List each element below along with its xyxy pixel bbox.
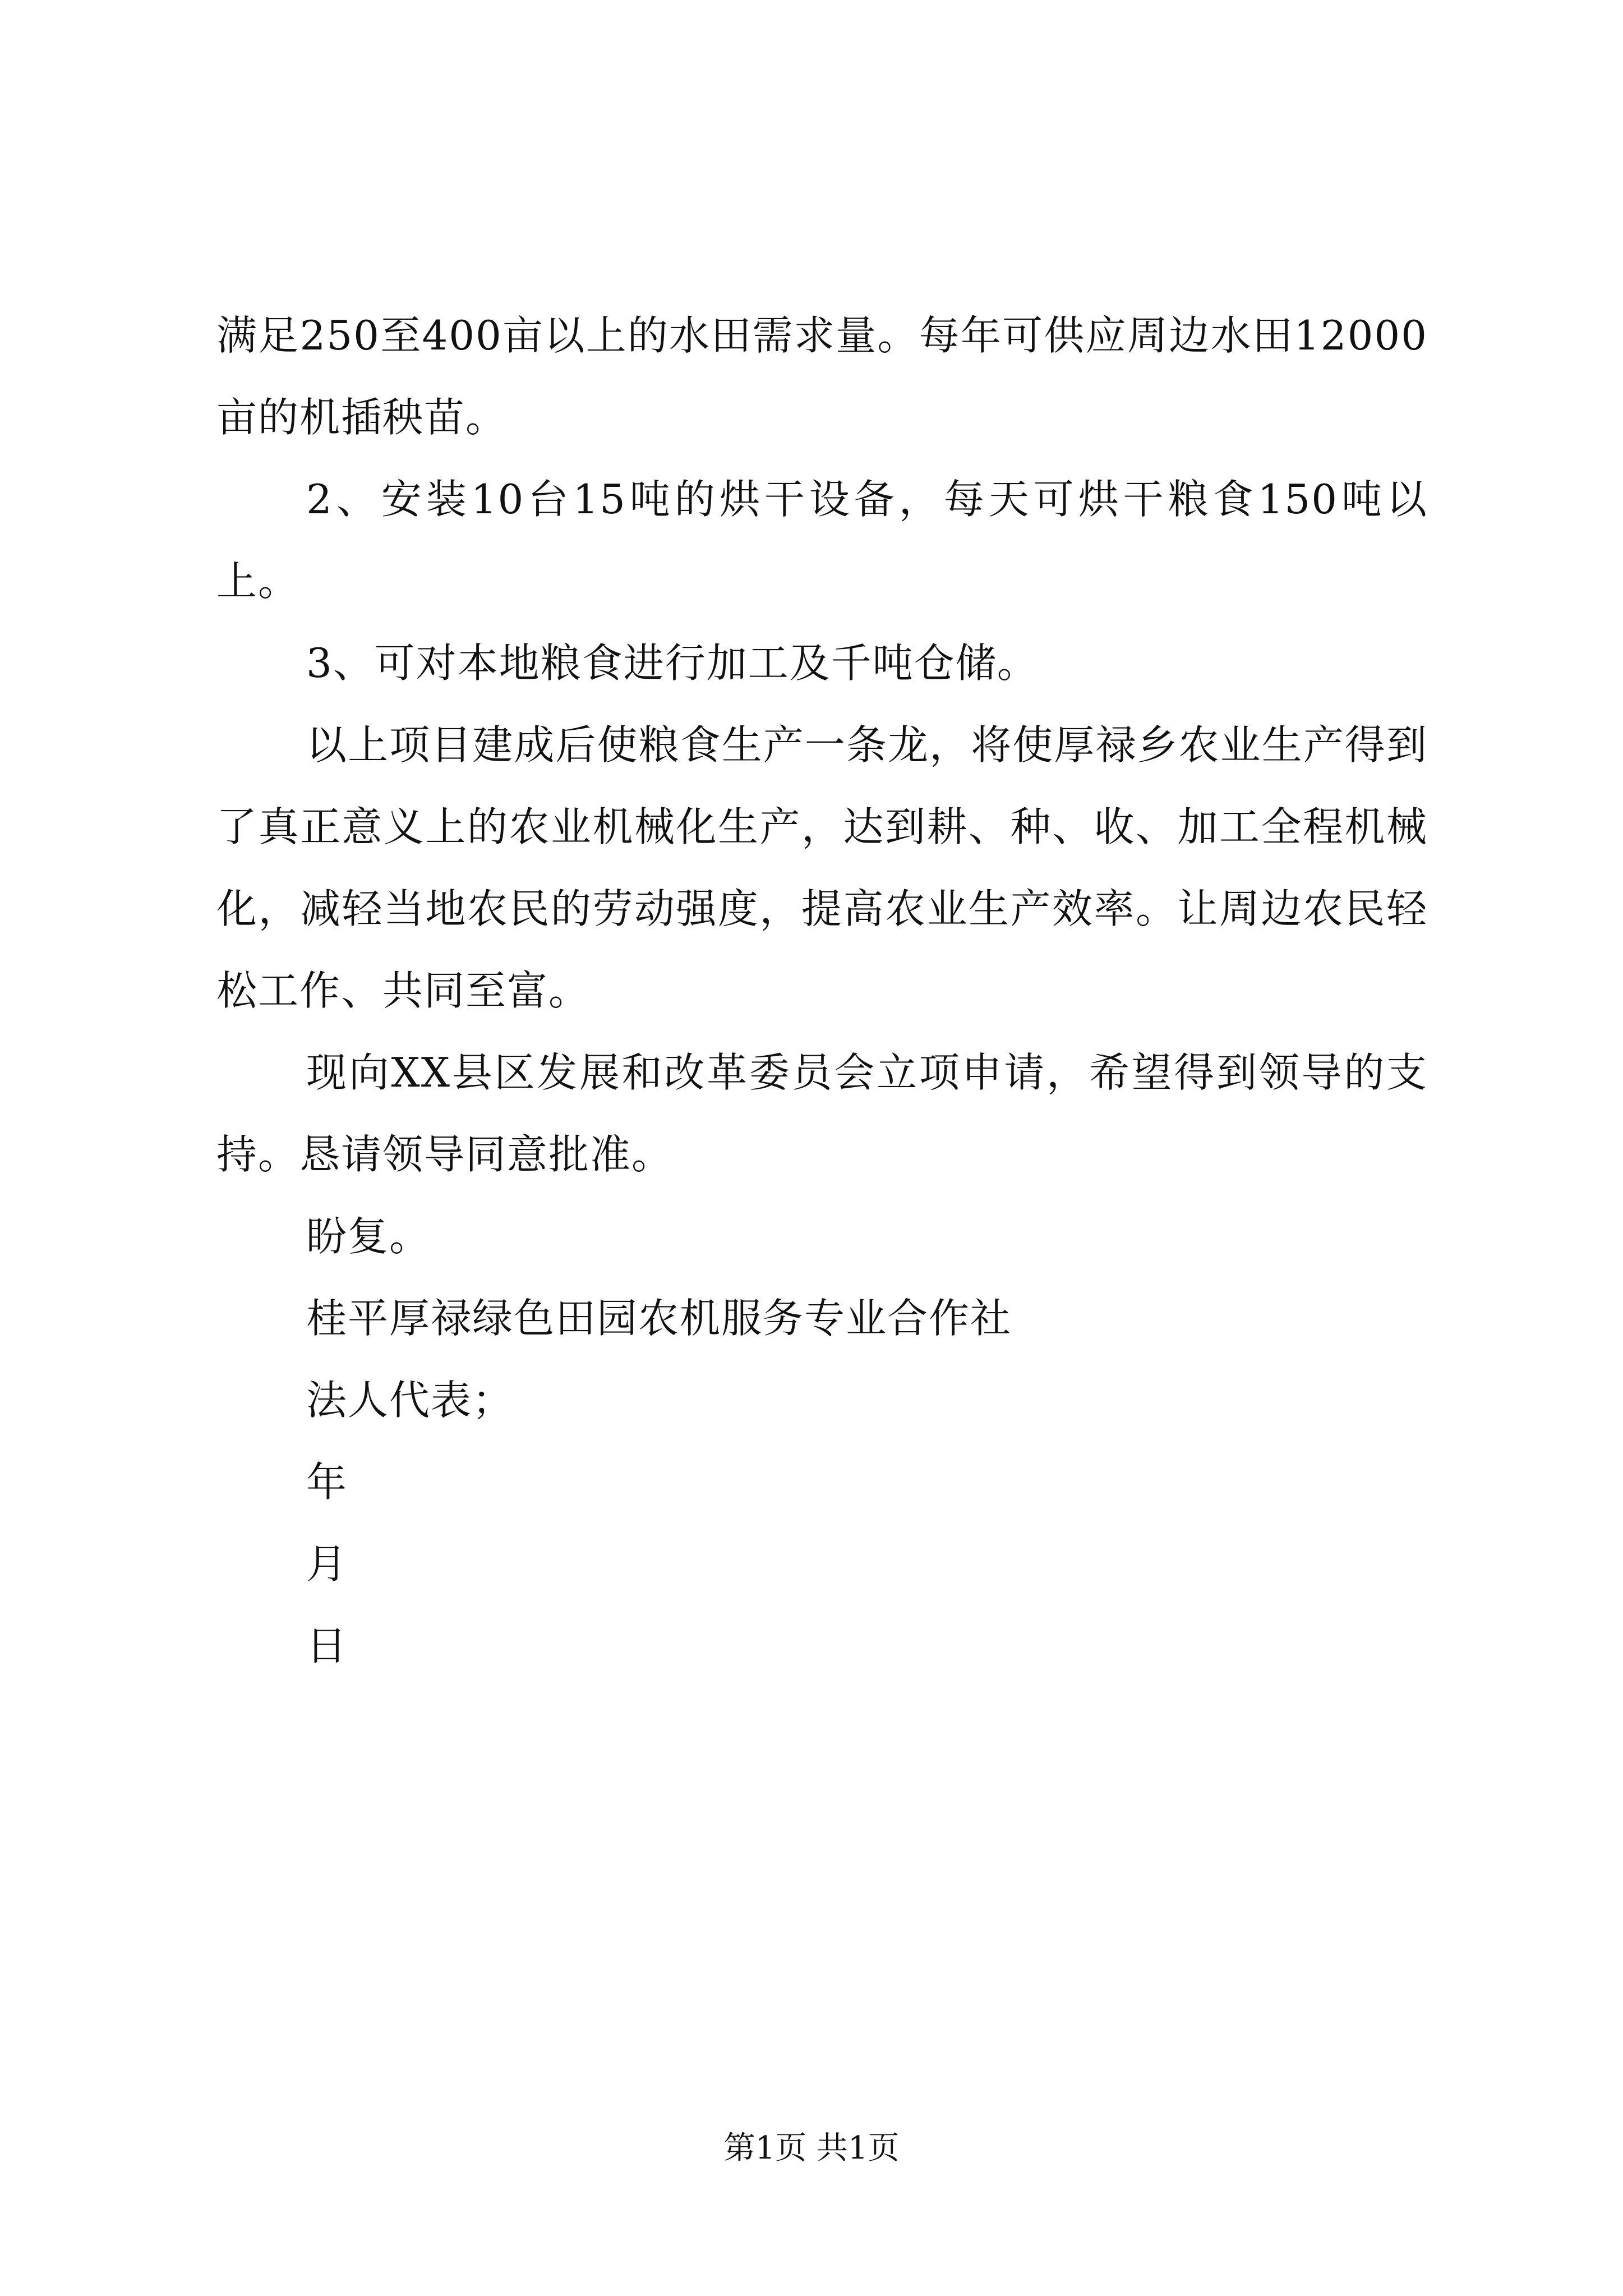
paragraph-continuation: 满足250至400亩以上的水田需求量。每年可供应周边水田12000亩的机插秧苗。: [216, 312, 1428, 441]
paragraph-summary: 以上项目建成后使粮食生产一条龙，将使厚禄乡农业生产得到了真正意义上的农业机械化生产，达到耕、种、收、加工全程机械化，减轻当地农民的劳动强度，提高农业生产效率。让周边农民轻松工作、共同至富。: [216, 721, 1428, 1014]
signature-organization: 桂平厚禄绿色田园农机服务专业合作社: [306, 1295, 1012, 1342]
signature-day: 日: [306, 1622, 348, 1669]
document-body: [216, 295, 1428, 1687]
page-footer: 第1页 共1页: [723, 2130, 900, 2166]
signature-month: 月: [306, 1540, 348, 1588]
paragraph-item-2: 2、安装10台15吨的烘干设备，每天可烘干粮食150吨以上。: [216, 476, 1428, 605]
closing-remark: 盼复。: [306, 1213, 431, 1260]
signature-year: 年: [306, 1458, 348, 1506]
paragraph-item-3: 3、可对本地粮食进行加工及千吨仓储。: [306, 639, 1039, 687]
paragraph-request: 现向XX县区发展和改革委员会立项申请，希望得到领导的支持。恳请领导同意批准。: [216, 1049, 1428, 1178]
signature-representative: 法人代表；: [306, 1377, 514, 1424]
